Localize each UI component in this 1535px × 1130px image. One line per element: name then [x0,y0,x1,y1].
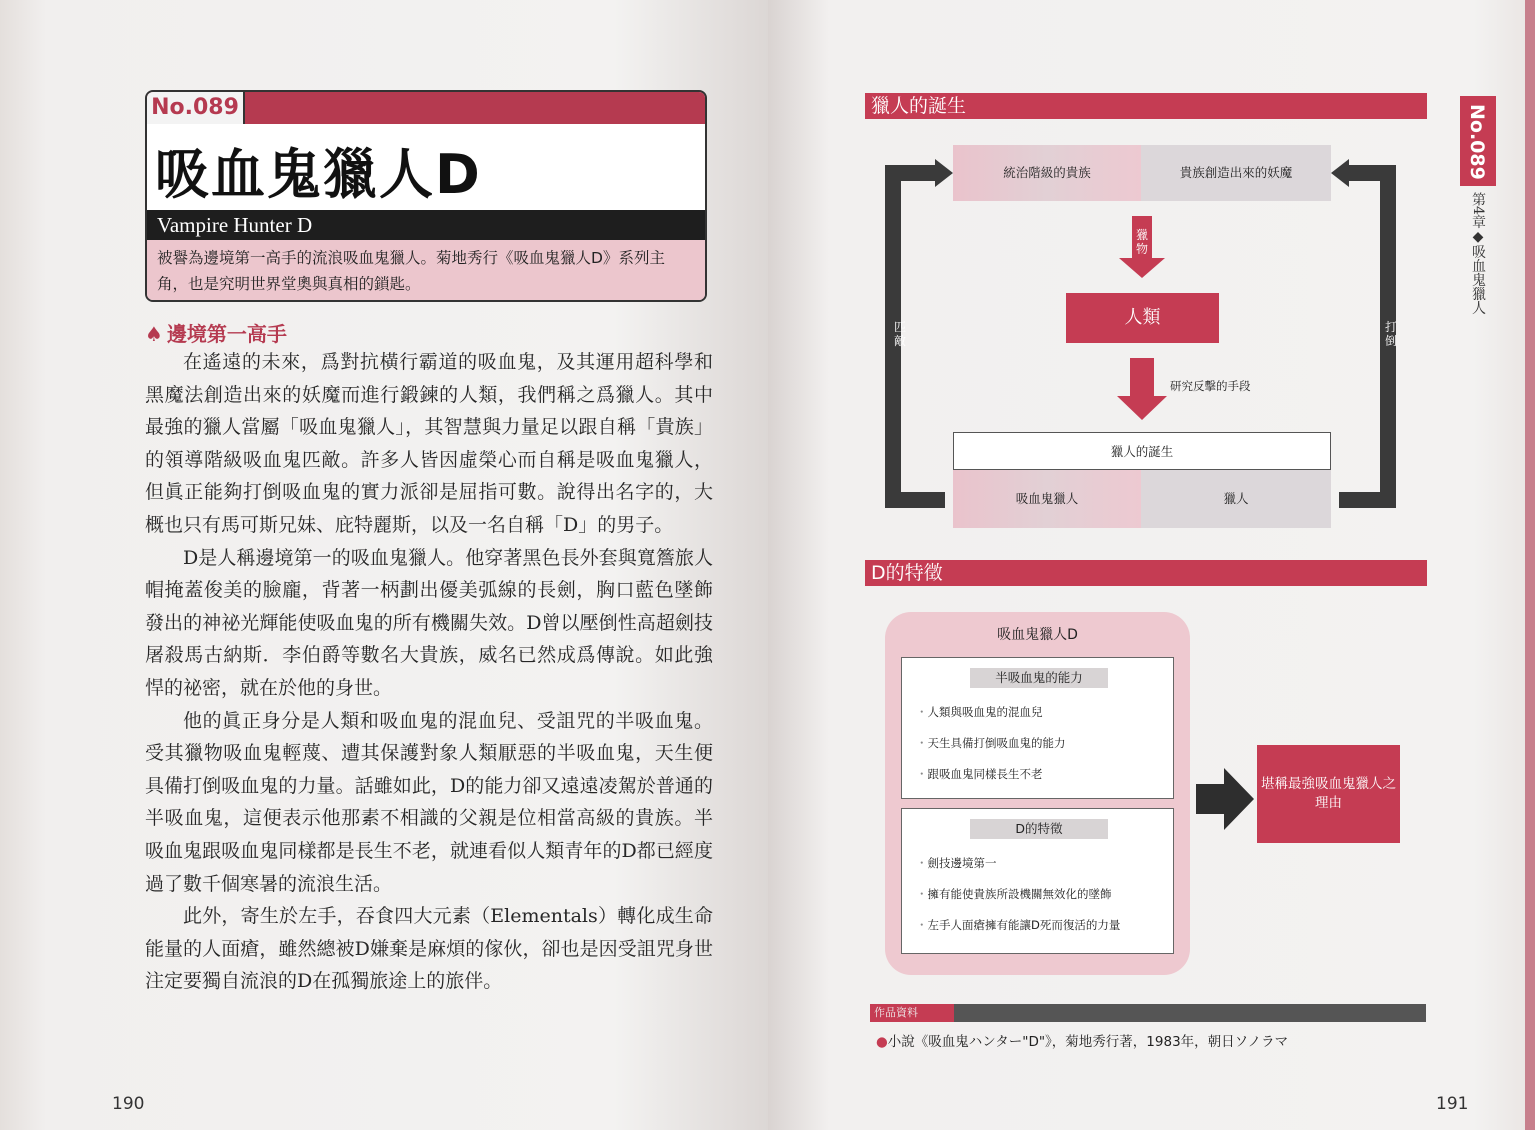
research-arrow-shaft [1130,358,1154,398]
list-item: ・ 擁有能使貴族所設機關無效化的墜飾 [916,884,1120,915]
diagram-prey-label: 獵物 [1135,228,1148,256]
list-item: ・ 人類與吸血鬼的混血兒 [916,702,1066,733]
spade-icon: ♠ [145,322,163,346]
paragraph: D是人稱邊境第一的吸血鬼獵人。他穿著黑色長外套與寬簷旅人帽掩蓋俊美的臉龐，背著一柄劃出優美弧線的長劍，胸口藍色墜飾發出的神祕光輝能使吸血鬼的所有機關失效。D曾以壓倒性高超劍技屠殺馬古納斯．李伯爵等數名大貴族，威名已然成爲傳說。如此強悍的祕密，就在於他的身世。 [145,546,713,699]
research-arrowhead [1117,396,1167,420]
list-item: ・ 左手人面瘡擁有能讓D死而復活的力量 [916,915,1120,946]
reference-bar [870,1004,1426,1022]
result-box: 堪稱最強吸血鬼獵人之理由 [1257,745,1400,843]
page-number-left: 190 [112,1094,145,1114]
entry-summary: 被譽為邊境第一高手的流浪吸血鬼獵人。菊地秀行《吸血鬼獵人D》系列主角，也是究明世界堂奧與真相的鎖匙。 [147,240,705,302]
ability-list [916,702,1066,795]
list-item: ・ 劍技邊境第一 [916,853,1120,884]
paragraph: 他的眞正身分是人類和吸血鬼的混血兒、受詛咒的半吸血鬼。受其獵物吸血鬼輕蔑、遭其保護對象人類厭惡的半吸血鬼，天生便具備打倒吸血鬼的力量。話雖如此，D的能力卻又遠遠凌駕於普通的半吸血鬼，這便表示他那素不相識的父親是位相當高級的貴族。半吸血鬼跟吸血鬼同樣都是長生不老，就連看似人類青年的D都已經度過了數千個寒暑的流浪生活。 [145,709,713,895]
right-loop-arrow [1339,173,1388,500]
list-item: ・ 天生具備打倒吸血鬼的能力 [916,733,1066,764]
side-tab-number: No.089 [1466,104,1488,180]
bullet-icon: ● [876,1034,888,1050]
reference-text [876,1030,1288,1050]
entry-title-box [145,90,707,302]
page-number-right: 191 [1436,1094,1469,1114]
section-heading-text: 邊境第一高手 [166,322,287,346]
panel-heading: D的特徵 [970,819,1108,839]
diagram-defeat-label: 打倒 [1384,320,1397,348]
diagram-monsters: 貴族創造出來的妖魔 [1141,145,1331,201]
features-box [885,612,1190,975]
diagram-rival-label: 匹敵 [893,320,906,348]
reference-label: 作品資料 [870,1004,954,1022]
features-title: 吸血鬼獵人D [997,627,1078,643]
diagram-hunter: 獵人 [1141,470,1331,528]
diagram-humans: 人類 [1066,293,1219,343]
diagram-vampire-hunter: 吸血鬼獵人 [953,470,1141,528]
diagram-birth-label: 獵人的誕生 [953,432,1331,470]
body-text [145,346,713,998]
reference-citation: 小說《吸血鬼ハンター"D"》，菊地秀行著，1983年，朝日ソノラマ [887,1034,1289,1050]
paragraph: 在遙遠的未來，爲對抗橫行霸道的吸血鬼，及其運用超科學和黑魔法創造出來的妖魔而進行鍛鍊的人類，我們稱之爲獵人。其中最強的獵人當屬「吸血鬼獵人」，其智慧與力量足以跟自稱「貴族」的領導階級吸血鬼匹敵。許多人皆因虛榮心而自稱是吸血鬼獵人，但眞正能夠打倒吸血鬼的實力派卻是屈指可數。說得出名字的，大概也只有馬可斯兄妹、庇特麗斯，以及一名自稱「D」的男子。 [145,351,713,536]
section-heading [145,318,287,347]
hunter-birth-diagram [885,140,1405,535]
dhampir-ability-panel [901,657,1174,799]
diagram-research-label: 研究反擊的手段 [1170,379,1251,393]
panel-heading: 半吸血鬼的能力 [970,668,1108,688]
result-arrow-icon [1196,768,1254,830]
section-title-d-features: D的特徵 [865,560,1427,586]
entry-number: No.089 [147,92,245,124]
d-traits-panel [901,808,1174,954]
prey-arrowhead [1119,258,1165,278]
english-title: Vampire Hunter D [147,210,705,240]
page-edge [1525,0,1535,1130]
diagram-nobles: 統治階級的貴族 [953,145,1141,201]
entry-title: 吸血鬼獵人D [155,143,482,206]
left-loop-arrowhead [935,159,953,187]
traits-list [916,853,1120,946]
section-title-hunter-birth: 獵人的誕生 [865,93,1427,119]
paragraph: 此外，寄生於左手，吞食四大元素（Elementals）轉化成生命能量的人面瘡，雖然總被D嫌棄是麻煩的傢伙，卻也是因受詛咒身世注定要獨自流浪的D在孤獨旅途上的旅伴。 [145,905,713,993]
side-chapter-label: 第4章◆吸血鬼獵人 [1470,192,1486,315]
list-item: ・ 跟吸血鬼同樣長生不老 [916,764,1066,795]
right-loop-arrowhead [1331,159,1349,187]
